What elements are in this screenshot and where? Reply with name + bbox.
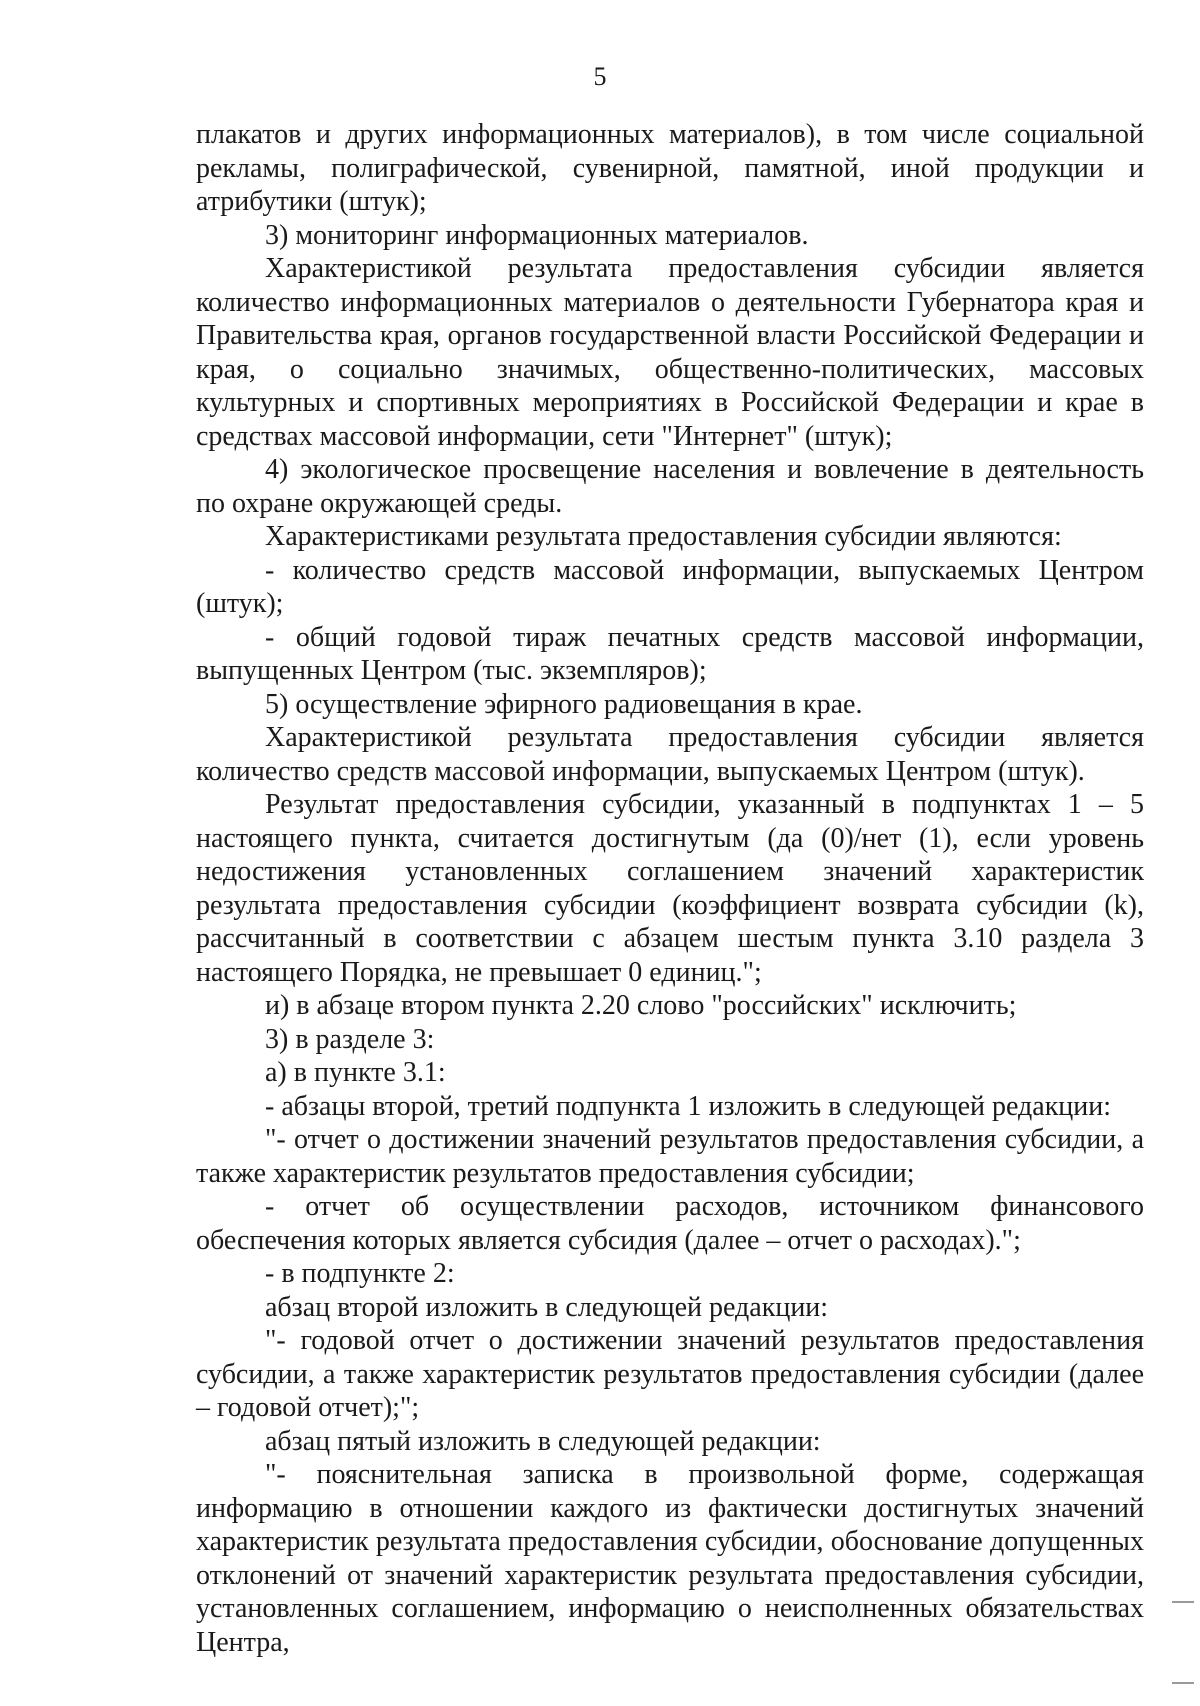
paragraph: плакатов и других информационных материалов), в том числе социальной рекламы, полиграфической, сувенирной, памятной, иной продукции и атрибутики (штук); xyxy=(196,119,1144,217)
paragraph: и) в абзаце втором пункта 2.20 слово "российских" исключить; xyxy=(265,990,1017,1021)
paragraph: "- отчет о достижении значений результатов предоставления субсидии, а также характеристик результатов предоставления субсидии; xyxy=(196,1124,1144,1189)
paragraph: - отчет об осуществлении расходов, источником финансового обеспечения которых является субсидия (далее – отчет о расходах)."; xyxy=(196,1191,1144,1256)
paragraph: - абзацы второй, третий подпункта 1 изложить в следующей редакции: xyxy=(265,1090,1112,1122)
scan-edge-mark xyxy=(1172,1682,1194,1684)
paragraph: 4) экологическое просвещение населения и вовлечение в деятельность по охране окружающей среды. xyxy=(196,454,1144,519)
paragraph: - общий годовой тираж печатных средств массовой информации, выпущенных Центром (тыс. экземпляров); xyxy=(196,621,1144,686)
paragraph: Характеристикой результата предоставления субсидии является количество информационных материалов о деятельности Губернатора края и Правительства края, органов государственной власти Российской Федерации и края, о социально значимых, общественно-политических, массовых культурных и спортивных мероприятиях в Российской Федерации и крае в средствах массовой информации, сети "Интернет" (штук); xyxy=(196,253,1144,452)
paragraph: "- годовой отчет о достижении значений результатов предоставления субсидии, а также характеристик результатов предоставления субсидии (далее – годовой отчет);"; xyxy=(196,1325,1144,1423)
paragraph: 3) мониторинг информационных материалов. xyxy=(265,219,809,251)
paragraph: Характеристиками результата предоставления субсидии являются: xyxy=(265,521,1062,552)
paragraph: Результат предоставления субсидии, указанный в подпунктах 1 – 5 настоящего пункта, считается достигнутым (да (0)/нет (1), если уровень недостижения установленных соглашением значений характеристик результата предоставления субсидии (коэффициент возврата субсидии (k), рассчитанный в соответствии с абзацем шестым пункта 3.10 раздела 3 настоящего Порядка, не превышает 0 единиц."; xyxy=(196,789,1144,988)
paragraph: 3) в разделе 3: xyxy=(265,1023,435,1055)
paragraph: абзац пятый изложить в следующей редакции: xyxy=(265,1425,821,1457)
paragraph: "- пояснительная записка в произвольной форме, содержащая информацию в отношении каждого из фактически достигнутых значений характеристик результата предоставления субсидии, обоснование допущенных отклонений от значений характеристик результата предоставления субсидии, установленных соглашением, информацию о неисполненных обязательствах Центра, xyxy=(196,1459,1144,1658)
paragraph: абзац второй изложить в следующей редакции: xyxy=(265,1291,829,1323)
paragraph: - в подпункте 2: xyxy=(265,1258,455,1289)
page-number: 5 xyxy=(593,62,607,91)
scan-edge-mark xyxy=(1172,1601,1194,1603)
paragraph: Характеристикой результата предоставления субсидии является количество средств массовой информации, выпускаемых Центром (штук). xyxy=(196,722,1144,787)
paragraph: 5) осуществление эфирного радиовещания в крае. xyxy=(265,688,863,720)
paragraph: - количество средств массовой информации, выпускаемых Центром (штук); xyxy=(196,554,1144,619)
document-body xyxy=(196,118,1144,1659)
paragraph: а) в пункте 3.1: xyxy=(265,1057,446,1088)
